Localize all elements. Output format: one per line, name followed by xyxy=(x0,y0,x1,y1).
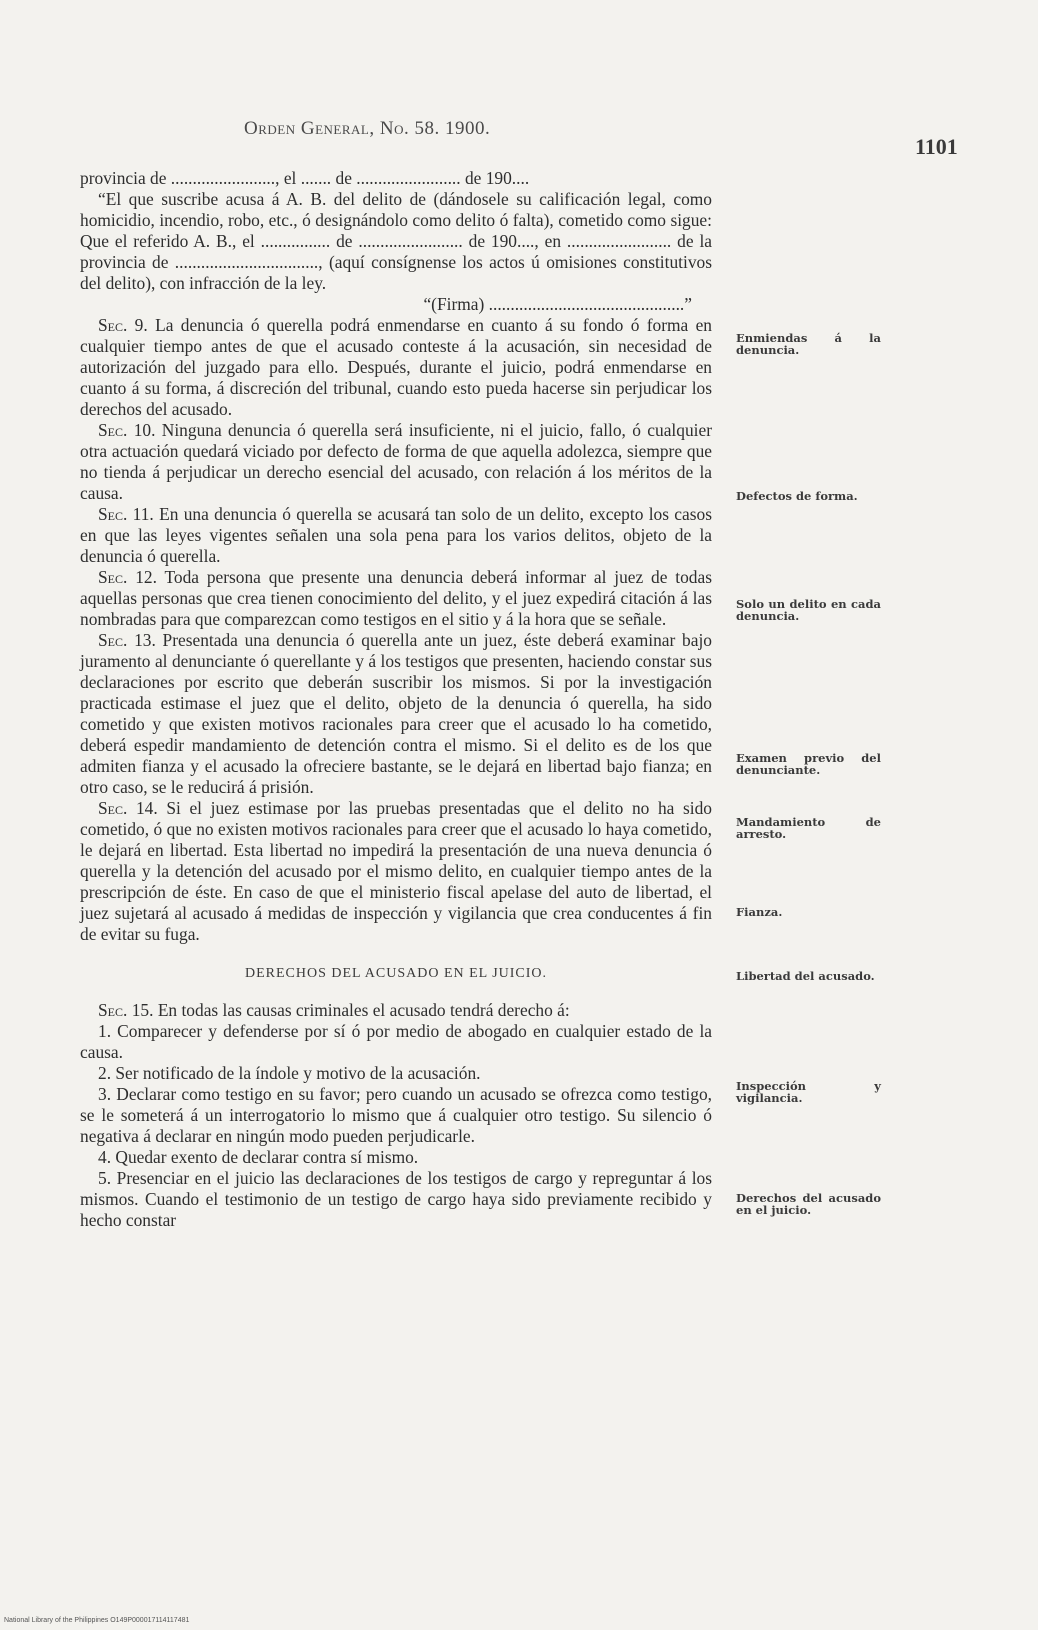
right-item-2: 2. Ser notificado de la índole y motivo de la acusación. xyxy=(98,1063,481,1083)
section-12 xyxy=(80,567,712,630)
right-item-4: 4. Quedar exento de declarar contra sí mismo. xyxy=(98,1147,419,1167)
section-label: Sec. 12. xyxy=(98,567,157,587)
form-line-1: provincia de ........................, el ....... de ........................ de 190.... xyxy=(80,168,530,188)
right-item-1: 1. Comparecer y defenderse por sí ó por medio de abogado en cualquier estado de la causa. xyxy=(80,1021,712,1062)
section-text: La denuncia ó querella podrá enmendarse en cuanto á su fondo ó forma en cualquier tiempo antes de que el acusado conteste á la acusación, sin necesidad de autorización del juzgado para ello. Después, durante el juicio, podrá enmendarse en cuanto á su forma, á discreción del tribunal, cuando esto pueda hacerse sin perjudicar los derechos del acusado. xyxy=(80,315,712,419)
margin-note-derechos: Derechos del acusado en el juicio. xyxy=(736,1191,881,1217)
form-line-2: “El que suscribe acusa á A. B. del delito de (dándosele su calificación legal, como homicidio, incendio, robo, etc., ó designándolo como delito ó falta), cometido como sigue: Que el referido A. B., el ................ de ........................ de 190...., en ........................ de la provincia de ................................., (aquí consígnense los actos ú omisiones constitutivos del delito), con infracción de la ley. xyxy=(80,189,712,293)
section-label: Sec. 13. xyxy=(98,630,156,650)
margin-note-enmiendas: Enmiendas á la denuncia. xyxy=(736,331,881,357)
margin-note-fianza: Fianza. xyxy=(736,905,783,919)
section-text: Toda persona que presente una denuncia deberá informar al juez de todas aquellas personas que crea tienen conocimiento del delito, y el juez expedirá citación á las nombradas para que comparezcan como testigos en el sitio y á la hora que se señale. xyxy=(80,567,712,629)
section-label: Sec. 9. xyxy=(98,315,148,335)
margin-note-examen-previo: Examen previo del denunciante. xyxy=(736,751,881,777)
margin-note-defectos: Defectos de forma. xyxy=(736,489,858,503)
section-15 xyxy=(80,1000,712,1021)
section-14 xyxy=(80,798,712,945)
scan-footer: National Library of the Philippines O149P000017114117481 xyxy=(4,1617,190,1624)
margin-note-mandamiento: Mandamiento de arresto. xyxy=(736,815,881,841)
section-10 xyxy=(80,420,712,504)
form-signature-line: “(Firma) .............................................” xyxy=(423,294,692,314)
right-item-5: 5. Presenciar en el juicio las declaraciones de los testigos de cargo y repreguntar á los mismos. Cuando el testimonio de un testigo de cargo haya sido previamente recibido y hecho constar xyxy=(80,1168,712,1230)
section-9 xyxy=(80,315,712,420)
running-title: Orden General, No. 58. 1900. xyxy=(244,118,491,139)
section-13 xyxy=(80,630,712,798)
section-text: Presentada una denuncia ó querella ante un juez, éste deberá examinar bajo juramento al denunciante ó querellante y á los testigos que presenten, haciendo constar sus declaraciones por escrito que deberán suscribir los mismos. Si por la investigación practicada estimase el juez que el delito, objeto de la denuncia ó querella, ha sido cometido y que existen motivos racionales para creer que el acusado lo ha cometido, deberá espedir mandamiento de detención contra el mismo. Si el delito es de los que admiten fianza y el acusado la ofreciere bastante, se le dejará en libertad bajo fianza; en otro caso, se le reducirá á prisión. xyxy=(80,630,712,797)
section-label: Sec. 14. xyxy=(98,798,158,818)
section-text: Si el juez estimase por las pruebas presentadas que el delito no ha sido cometido, ó que no existen motivos racionales para creer que el acusado lo haya cometido, le dejará en libertad. Esta libertad no impedirá la presentación de una nueva denuncia ó querella y la detención del acusado por el mismo delito, en cualquier tiempo antes de la prescripción de éste. En caso de que el ministerio fiscal apelase del auto de libertad, el juez sujetará al acusado á medidas de inspección y vigilancia que crea conducentes á fin de evitar su fuga. xyxy=(80,798,712,944)
margin-note-libertad: Libertad del acusado. xyxy=(736,969,875,983)
section-label: Sec. 15. xyxy=(98,1000,154,1020)
section-text: En todas las causas criminales el acusado tendrá derecho á: xyxy=(157,1000,570,1020)
main-text xyxy=(80,168,712,1231)
section-label: Sec. 10. xyxy=(98,420,156,440)
section-text: Ninguna denuncia ó querella será insuficiente, ni el juicio, fallo, ó cualquier otra actuación quedará viciado por defecto de forma de que aquella adolezca, siempre que no tienda á perjudicar un derecho esencial del acusado, con relación á los méritos de la causa. xyxy=(80,420,712,503)
section-11 xyxy=(80,504,712,567)
section-text: En una denuncia ó querella se acusará tan solo de un delito, excepto los casos en que las leyes vigentes señalen una sola pena para los varios delitos, objeto de la denuncia ó querella. xyxy=(80,504,712,566)
margin-note-inspeccion: Inspección y vigilancia. xyxy=(736,1079,881,1105)
section-heading: DERECHOS DEL ACUSADO EN EL JUICIO. xyxy=(244,966,548,981)
page-number: 1101 xyxy=(915,134,958,159)
section-label: Sec. 11. xyxy=(98,504,154,524)
margin-note-solo-un-delito: Solo un delito en cada denuncia. xyxy=(736,597,881,623)
right-item-3: 3. Declarar como testigo en su favor; pero cuando un acusado se ofrezca como testigo, se le someterá á un interrogatorio lo mismo que á cualquier otro testigo. Su silencio ó negativa á declarar en ningún modo pueden perjudicarle. xyxy=(80,1084,712,1146)
